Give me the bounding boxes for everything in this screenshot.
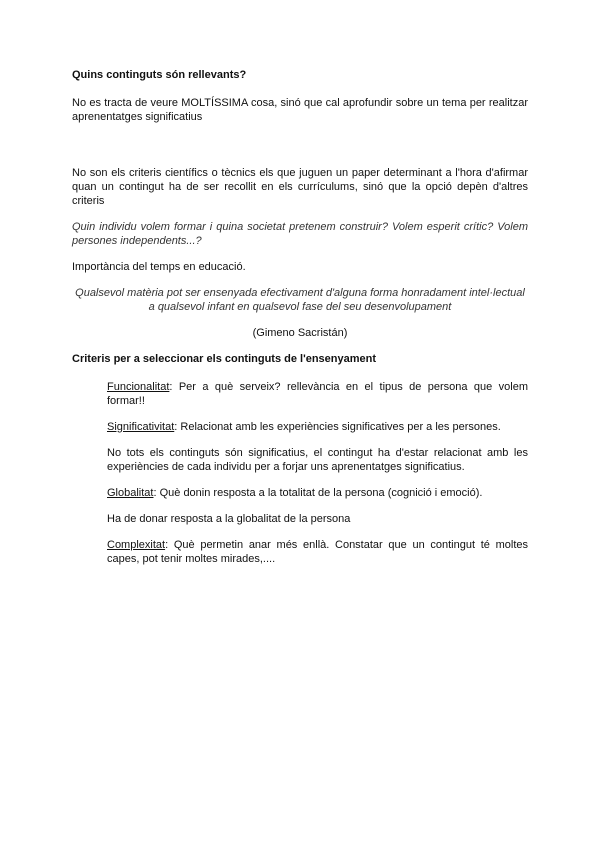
paragraph-time: Importància del temps en educació. — [72, 261, 246, 273]
criterion-term: Funcionalitat — [107, 381, 170, 393]
criterion-functionality — [107, 380, 528, 408]
paragraph-criteria: No son els criteris científics o tècnics els que juguen un paper determinant a l'hora d'afirmar quan un contingut ha de ser recollit en els currículums, sinó que la opció depèn d'altres criteris — [72, 167, 528, 207]
section-heading-selection-criteria: Criteris per a seleccionar els continguts de l'ensenyament — [72, 353, 377, 365]
quote-text: Qualsevol matèria pot ser ensenyada efectivament d'alguna forma honradament intel·lectual a qualsevol infant en qualsevol fase del seu desenvolupament — [75, 287, 525, 313]
paragraph-depth: No es tracta de veure MOLTÍSSIMA cosa, sinó que cal aprofundir sobre un tema per realitzar aprenentatges significatius — [72, 97, 528, 123]
criterion-text: : Per a què serveix? rellevància en el tipus de persona que volem formar!! — [107, 381, 528, 407]
criterion-complexity — [107, 538, 528, 566]
criterion-text: : Què donin resposta a la totalitat de la persona (cognició i emoció). — [153, 487, 483, 499]
section-heading-relevant-contents: Quins continguts són rellevants? — [72, 69, 247, 81]
paragraph-question: Quin individu volem formar i quina societat pretenem construir? Volem esperit crític? Volem persones independents...? — [72, 221, 528, 247]
criterion-significance-note: No tots els continguts són significatius, el contingut ha d'estar relacionat amb les experiències de cada individu per a forjar uns aprenentatges significatius. — [107, 447, 528, 473]
criterion-globality — [107, 486, 528, 500]
criteria-list — [107, 380, 528, 566]
quote-author: (Gimeno Sacristán) — [252, 327, 348, 339]
criterion-text: : Què permetin anar més enllà. Constatar que un contingut té moltes capes, pot tenir moltes mirades,.... — [107, 539, 528, 565]
criterion-term: Complexitat — [107, 539, 166, 551]
criterion-text: : Relacionat amb les experiències significatives per a les persones. — [174, 421, 501, 433]
criterion-term: Significativitat — [107, 421, 175, 433]
criterion-significance — [107, 420, 528, 434]
criterion-term: Globalitat — [107, 487, 154, 499]
criterion-globality-note: Ha de donar resposta a la globalitat de la persona — [107, 513, 351, 525]
